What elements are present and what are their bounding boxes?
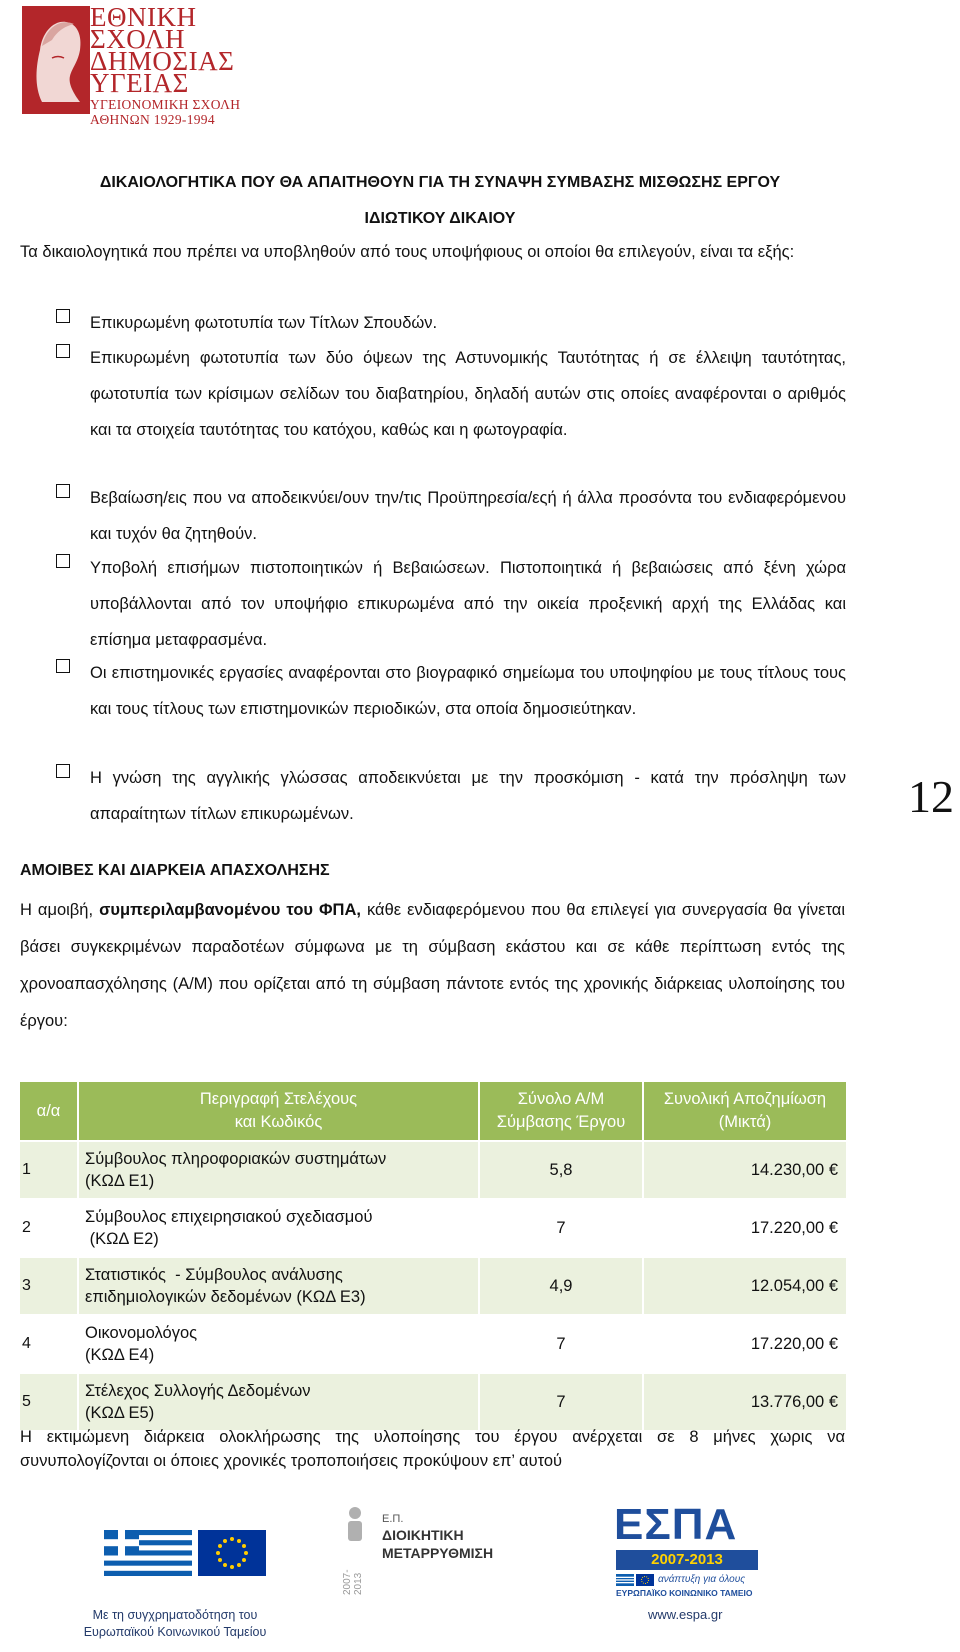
checkbox-icon [56,554,70,568]
row-description-line-1: Οικονομολόγος [85,1324,198,1342]
row-description-line-1: Σύμβουλος πληροφοριακών συστημάτων [85,1150,387,1168]
small-eu-flag-icon [636,1574,654,1586]
table-row [19,1257,847,1315]
cofunding-line-1: Με τη συγχρηματοδότηση του [92,1608,258,1622]
header-man-months [479,1081,643,1141]
section-heading: ΑΜΟΙΒΕΣ ΚΑΙ ΔΙΑΡΚΕΙΑ ΑΠΑΣΧΟΛΗΣΗΣ [20,862,330,879]
checklist-item [56,550,846,658]
checkbox-icon [56,764,70,778]
logo-line-1: ΕΘΝΙΚΗ [90,2,197,32]
row-number: 5 [19,1373,78,1431]
espa-url: www.espa.gr [648,1607,723,1622]
row-number: 3 [19,1257,78,1315]
checkbox-icon [56,309,70,323]
row-description-line-2: (ΚΩΔ Ε5) [85,1404,155,1422]
logo-text [90,2,241,127]
small-greek-flag-icon [616,1574,634,1586]
years-vertical: 2007-2013 [342,1569,364,1595]
bust-icon [22,6,90,114]
table-row [19,1373,847,1431]
espa-tagline: ανάπτυξη για όλους [658,1574,746,1585]
row-amount: 12.054,00 € [643,1257,847,1315]
institution-logo [22,2,262,127]
logo-line-3: ΔΗΜΟΣΙΑΣ [90,46,235,76]
espa-wordmark: ΕΣΠΑ [614,1500,738,1549]
row-man-months: 5,8 [479,1141,643,1199]
document-title-line-2: ΙΔΙΩΤΙΚΟΥ ΔΙΚΑΙΟΥ [364,210,516,227]
header-description-line-2: και Κωδικός [234,1113,323,1131]
row-description [78,1141,479,1199]
row-man-months: 7 [479,1315,643,1373]
row-description [78,1315,479,1373]
header-aa: α/α [19,1081,78,1141]
checklist-item-text: Η γνώση της αγγλικής γλώσσας αποδεικνύεται με την προσκόμιση - κατά την πρόσληψη των απαραίτητων τίτλων επικυρωμένων. [90,769,846,823]
checklist-item [56,760,846,832]
intro-paragraph: Τα δικαιολογητικά που πρέπει να υποβληθούν από τους υποψήφιους οι οποίοι θα επιλεγούν, είναι τα εξής: [20,243,795,261]
checklist-item-text: Βεβαίωση/εις που να αποδεικνύει/ουν την/τις Προϋπηρεσία/εςή ή άλλα προσόντα του ενδιαφερόμενου και τυχόν θα ζητηθούν. [90,489,846,543]
administrative-reform-logo [340,1505,510,1595]
table-row [19,1141,847,1199]
checkbox-icon [56,484,70,498]
espa-logo [610,1500,760,1600]
greek-flag-icon [104,1530,192,1576]
row-description-line-2: (ΚΩΔ Ε1) [85,1172,155,1190]
row-amount: 13.776,00 € [643,1373,847,1431]
header-description-line-1: Περιγραφή Στελέχους [199,1090,358,1108]
espa-years: 2007-2013 [616,1550,758,1570]
row-man-months: 7 [479,1199,643,1257]
admin-reform-line-2: ΜΕΤΑΡΡΥΘΜΙΣΗ [382,1545,494,1561]
table-row [19,1199,847,1257]
checkbox-icon [56,344,70,358]
fee-paragraph [20,892,845,1040]
cofunding-line-2: Ευρωπαϊκού Κοινωνικού Ταμείου [83,1625,267,1639]
row-description [78,1199,479,1257]
checkbox-icon [56,659,70,673]
fee-vat-emphasis: συμπεριλαμβανομένου του ΦΠΑ, [99,901,361,919]
checklist-item-text: Υποβολή επισήμων πιστοποιητικών ή Βεβαιώσεων. Πιστοποιητικά ή βεβαιώσεις από ξένη χώρα υποβάλλονται από τον υποψήφιο επικυρωμένα από την οικεία προξενική αρχή της Ελλάδας και επίσημα μεταφρασμένα. [90,559,846,649]
eu-flag-icon [198,1530,266,1576]
row-description [78,1257,479,1315]
row-number: 4 [19,1315,78,1373]
header-man-months-line-2: Σύμβασης Έργου [496,1113,626,1131]
logo-line-4: ΥΓΕΙΑΣ [90,68,189,98]
checklist-item [56,340,846,448]
logo-line-2: ΣΧΟΛΗ [90,24,185,54]
checklist-item-text: Οι επιστημονικές εργασίες αναφέρονται στο βιογραφικό σημείωμα του υποψηφίου με τους τίτλους τους και τους τίτλους των επιστημονικών περιοδικών, στα οποία δημοσιεύτηκαν. [90,664,846,718]
row-description-line-2: επιδημιολογικών δεδομένων (ΚΩΔ Ε3) [85,1288,366,1306]
row-amount: 14.230,00 € [643,1141,847,1199]
checklist-item [56,655,846,727]
admin-reform-line-1: ΔΙΟΙΚΗΤΙΚΗ [382,1527,464,1543]
row-description-line-2: (ΚΩΔ Ε4) [85,1346,155,1364]
duration-paragraph: Η εκτιμώμενη διάρκεια ολοκλήρωσης της υλοποίησης του έργου ανέρχεται σε 8 μήνες χωρις να συνυπολογίζονται οι όποιες χρονικές τροποποιήσεις προκύψουν επ’ αυτού [20,1428,845,1470]
row-description-line-2: (ΚΩΔ Ε2) [85,1230,159,1248]
page-number: 12 [908,771,954,822]
checklist-item [56,480,846,552]
row-description-line-1: Στατιστικός - Σύμβουλος ανάλυσης [85,1266,343,1284]
header-compensation-line-2: (Μικτά) [718,1113,772,1131]
header-man-months-line-1: Σύνολο Α/Μ [517,1090,605,1108]
table-header-row [19,1081,847,1141]
header-compensation-line-1: Συνολική Αποζημίωση [663,1090,827,1108]
row-description [78,1373,479,1431]
logo-subtitle-2: ΑΘΗΝΩΝ 1929-1994 [90,112,215,127]
row-amount: 17.220,00 € [643,1315,847,1373]
checklist-item-text: Επικυρωμένη φωτοτυπία των δύο όψεων της Αστυνομικής Ταυτότητας ή σε έλλειψη ταυτότητας, φωτοτυπία των κρίσιμων σελίδων του διαβατηρίου, δηλαδή αυτών στις οποίες αναφέρονται ο αριθμός και τα στοιχεία ταυτότητας του κατόχου, καθώς και η φωτογραφία. [90,349,846,439]
fee-text-1: Η αμοιβή, [20,901,100,919]
logo-subtitle-1: ΥΓΕΙΟΝΟΜΙΚΗ ΣΧΟΛΗ [90,97,241,112]
header-compensation [643,1081,847,1141]
row-amount: 17.220,00 € [643,1199,847,1257]
row-man-months: 4,9 [479,1257,643,1315]
fee-text-2: κάθε ενδιαφερόμενου που θα επιλεγεί για συνεργασία θα γίνεται βάσει συγκεκριμένων παραδοτέων σύμφωνα με τη σύμβαση εκάστου και σε κάθε περίπτωση εντός της χρονοαπασχόλησης (Α/Μ) που ορίζεται από τη σύμβαση πάντοτε εντός της χρονικής διάρκειας υλοποίησης του έργου: [20,901,845,1030]
checklist-item [56,305,846,341]
table-row [19,1315,847,1373]
row-number: 2 [19,1199,78,1257]
checklist-item-text: Επικυρωμένη φωτοτυπία των Τίτλων Σπουδών. [90,314,438,332]
staff-compensation-table [18,1080,848,1432]
row-man-months: 7 [479,1373,643,1431]
row-number: 1 [19,1141,78,1199]
header-description [78,1081,479,1141]
document-title-line-1: ΔΙΚΑΙΟΛΟΓΗΤΙΚΑ ΠΟΥ ΘΑ ΑΠΑΙΤΗΘΟΥΝ ΓΙΑ ΤΗ ΣΥΝΑΨΗ ΣΥΜΒΑΣΗΣ ΜΙΣΘΩΣΗΣ ΕΡΓΟΥ [99,174,781,191]
row-description-line-1: Στέλεχος Συλλογής Δεδομένων [85,1382,311,1400]
row-description-line-1: Σύμβουλος επιχειρησιακού σχεδιασμού [85,1208,373,1226]
espa-fund: ΕΥΡΩΠΑΪΚΟ ΚΟΙΝΩΝΙΚΟ ΤΑΜΕΙΟ [616,1588,753,1598]
ep-label: Ε.Π. [382,1513,404,1525]
cofunding-note [70,1607,280,1641]
